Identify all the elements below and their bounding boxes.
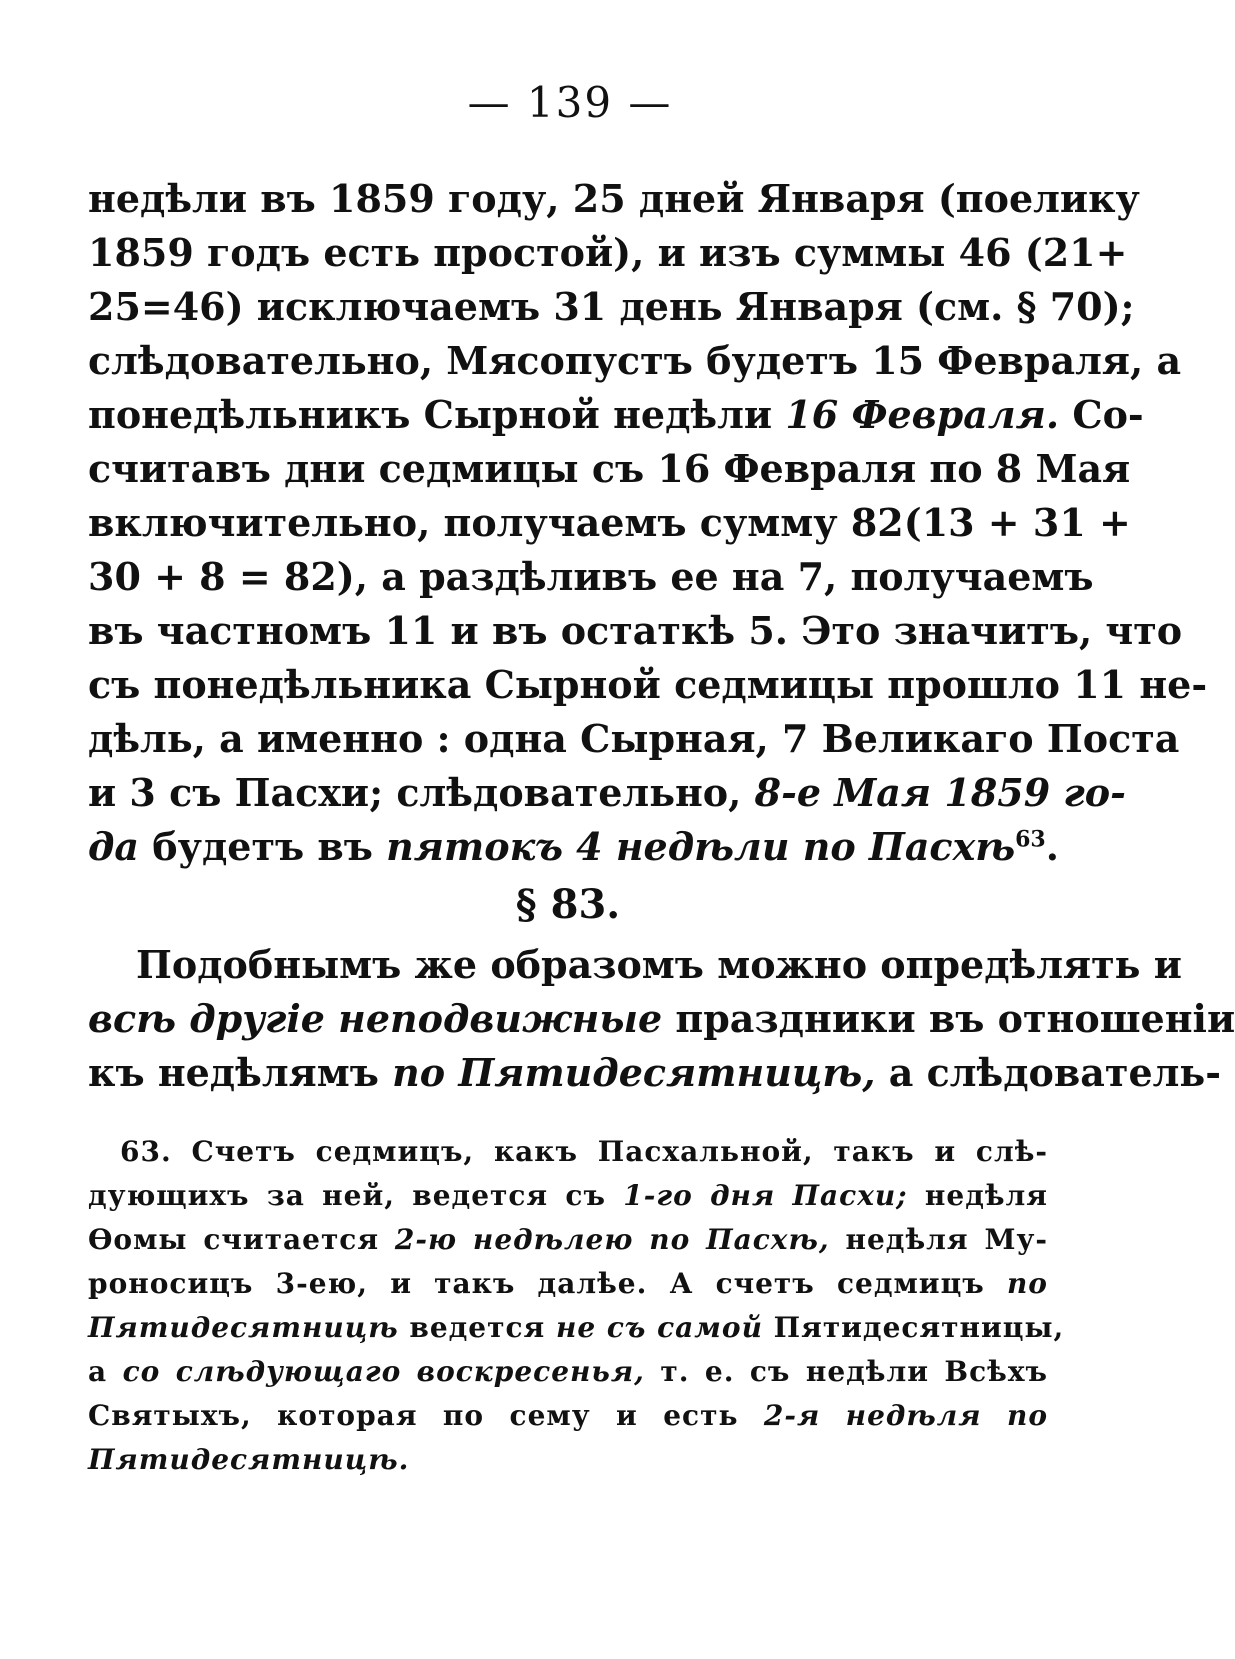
text-run: Со- [1059,392,1144,437]
footnote-line [88,1174,1048,1218]
italic-run: 16 Февраля. [785,392,1060,437]
main-text [88,172,1235,1100]
text-line: Подобнымъ же образомъ можно опредѣлять и [136,942,1182,987]
footnote-line: 63. Счетъ седмицъ, какъ Пасхальной, такъ и слѣ- [120,1135,1048,1168]
text-run: и 3 съ Пасхи; слѣдовательно, [88,770,755,815]
text-run: Святыхъ, которая по сему и есть [88,1399,764,1432]
text-run: т. е. съ недѣли Всѣхъ [644,1355,1048,1388]
text-run: праздники въ отношеніи [662,996,1235,1041]
text-run: а слѣдователь- [875,1050,1221,1095]
footnote-line [88,1218,1048,1262]
text-line: въ частномъ 11 и въ остаткѣ 5. Это значитъ, что [88,608,1183,653]
footnote-line [88,1306,1065,1350]
italic-run: по Пятидесятницѣ, [392,1050,876,1095]
text-line [88,820,1059,874]
text-run: дующихъ за ней, ведется съ [88,1179,624,1212]
footnote-marker: 63 [1015,826,1046,853]
text-line: 1859 годъ есть простой), и изъ суммы 46 (21+ [88,230,1128,275]
italic-run: 1-го дня Пасхи; [623,1179,908,1212]
text-line [88,1046,1221,1100]
text-line: съ понедѣльника Сырной седмицы прошло 11 не- [88,662,1208,707]
italic-run: 8-е Мая 1859 го- [754,770,1126,815]
footnote-line [88,1350,1048,1394]
footnote-line [88,1394,1048,1438]
section-heading: § 83. [515,881,621,928]
text-run: понедѣльникъ Сырной недѣли [88,392,786,437]
footnote-line [88,1438,1048,1482]
text-line: недѣли въ 1859 году, 25 дней Января (поелику [88,176,1140,221]
text-line [88,992,1235,1046]
footnote [88,1130,1065,1482]
text-line: 25=46) исключаемъ 31 день Января (см. § 70); [88,284,1135,329]
text-run: ведется [398,1311,556,1344]
text-run: Пятидесятницы, [762,1311,1065,1344]
text-line [88,766,1126,820]
text-run: недѣля Му- [829,1223,1048,1256]
italic-run: по [1006,1267,1048,1300]
italic-run: пятокъ 4 недѣли по Пасхѣ [386,824,1016,869]
italic-run: да [88,824,140,869]
text-line [88,388,1144,442]
text-run: недѣля [907,1179,1048,1212]
italic-run: Пятидесятницѣ. [88,1443,410,1476]
text-run: къ недѣлямъ [88,1050,393,1095]
text-run: будетъ въ [139,824,387,869]
italic-run: не съ самой [555,1311,763,1344]
text-run: . [1045,824,1059,869]
text-run: а [88,1355,123,1388]
text-line: слѣдовательно, Мясопустъ будетъ 15 Февраля, а [88,338,1182,383]
italic-run: Пятидесятницѣ [88,1311,399,1344]
text-line: считавъ дни седмицы съ 16 Февраля по 8 Мая [88,446,1131,491]
footnote-line [88,1262,1048,1306]
page-number: — 139 — [467,78,673,127]
italic-run: 2-ю недѣлею по Пасхѣ, [394,1223,830,1256]
text-run: Ѳомы считается [88,1223,395,1256]
text-line: включительно, получаемъ сумму 82(13 + 31 + [88,500,1131,545]
italic-run: 2-я недѣля по [763,1399,1049,1432]
text-run: роносицъ 3-ею, и такъ далѣе. А счетъ седмицъ [88,1267,1007,1300]
text-line: 30 + 8 = 82), а раздѣливъ ее на 7, получаемъ [88,554,1094,599]
italic-run: всѣ другіе неподвижные [88,996,663,1041]
italic-run: со слѣдующаго воскресенья, [122,1355,645,1388]
text-line: дѣль, а именно : одна Сырная, 7 Великаго Поста [88,716,1180,761]
